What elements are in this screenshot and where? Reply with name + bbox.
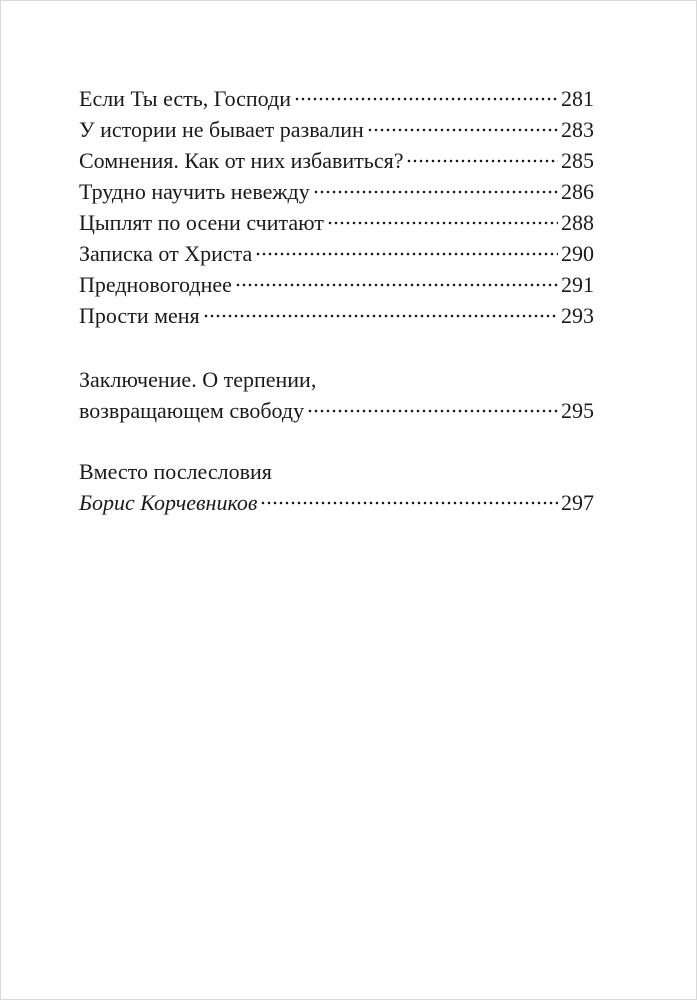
toc-entry-title: возвращающем свободу [79,398,305,423]
dot-leader [307,408,558,414]
toc-entry-title: Прости меня [79,303,200,328]
dot-leader [255,251,558,257]
toc-entry-author: Борис Корчевников [79,490,258,515]
toc-entry-title: Записка от Христа [79,241,253,266]
toc-entry-page: 286 [561,179,594,204]
toc-conclusion[interactable] [79,364,594,426]
toc-entry[interactable] [79,176,594,207]
dot-leader [367,127,558,133]
toc-entry [79,395,594,426]
dot-leader [260,500,558,506]
toc-entry-title: Сомнения. Как от них избавиться? [79,148,404,173]
dot-leader [313,189,558,195]
afterword-heading: Вместо послесловия [79,459,272,484]
toc-entry[interactable] [79,269,594,300]
toc-entry-page: 283 [561,117,594,142]
toc-entry-title: Цыплят по осени считают [79,210,324,235]
toc-entry-title: Если Ты есть, Господи [79,86,292,111]
toc-entry-title: Предновогоднее [79,272,232,297]
toc-entry-title: Трудно научить невежду [79,179,310,204]
dot-leader [235,282,558,288]
toc-entry[interactable] [79,238,594,269]
toc-entry [79,487,594,518]
toc-entry-page: 290 [561,241,594,266]
toc-entry[interactable] [79,114,594,145]
dot-leader [406,158,558,164]
toc-entry-page: 281 [561,86,594,111]
dot-leader [327,220,558,226]
toc-entry[interactable] [79,145,594,176]
conclusion-heading: Заключение. О терпении, [79,367,317,392]
toc-entry-title: У истории не бывает развалин [79,117,364,142]
toc-entry[interactable] [79,207,594,238]
toc-entry-page: 295 [561,398,594,423]
toc-entry-page: 297 [561,490,594,515]
toc-entry[interactable] [79,83,594,114]
toc-entry-page: 288 [561,210,594,235]
dot-leader [294,96,558,102]
toc-afterword[interactable] [79,456,594,518]
toc-entry-page: 293 [561,303,594,328]
toc-entry-page: 285 [561,148,594,173]
toc-entry-page: 291 [561,272,594,297]
dot-leader [203,313,558,319]
table-of-contents [79,83,594,518]
toc-entry[interactable] [79,300,594,331]
